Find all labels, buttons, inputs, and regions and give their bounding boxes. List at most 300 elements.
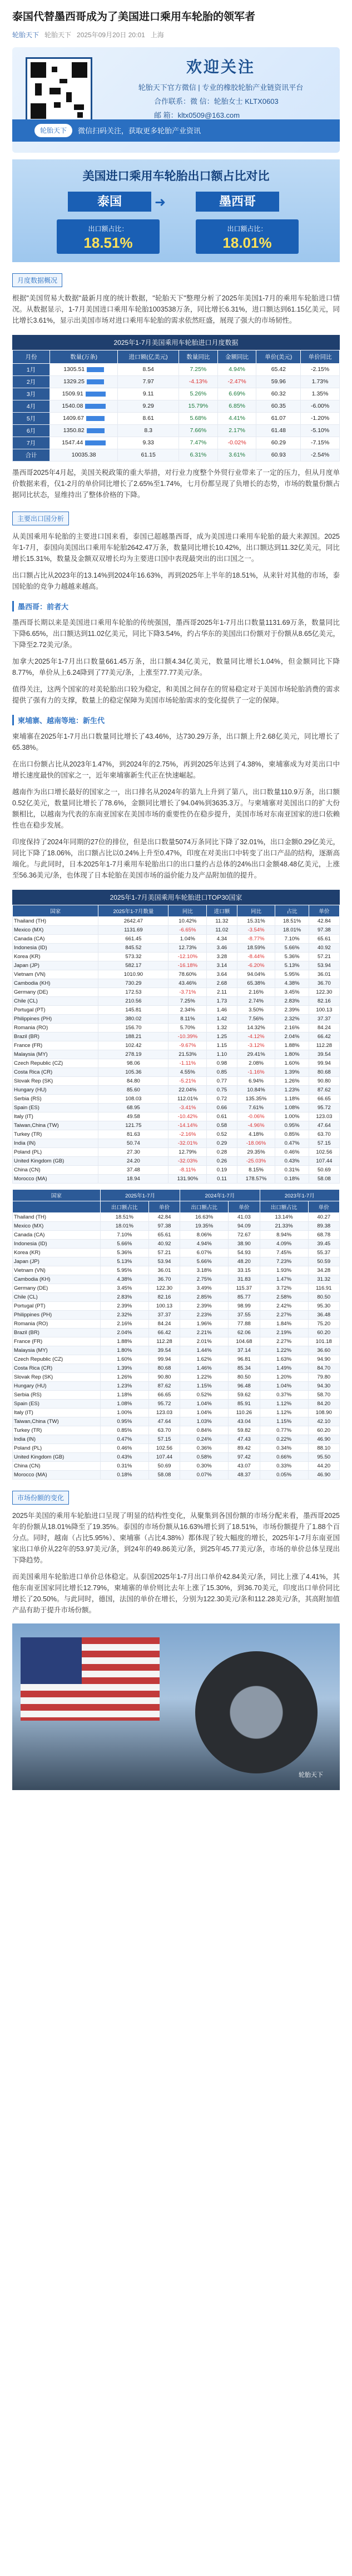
table-cell: -25.03% [237,1156,275,1165]
table-cell: 10.84% [237,1085,275,1094]
table-cell: 1.18% [275,1094,309,1103]
table-cell-value: 3月 [26,390,36,398]
table-row [13,1381,340,1390]
table-cell: 14.32% [237,1023,275,1032]
table-row [13,388,340,400]
table-cell: Korea (KR) [13,952,98,961]
table-cell: Morocco (MA) [13,1174,98,1183]
table-cell: 4.55% [168,1068,207,1076]
table-cell: 63.70 [148,1426,180,1435]
table-cell: Vietnam (VN) [13,1266,101,1275]
table-cell-value: 61.07 [271,415,286,422]
table-cell [256,424,301,437]
table-cell: 112.28 [148,1337,180,1346]
table-cell: 11.02 [207,925,237,934]
table-row [13,1364,340,1372]
table-cell [217,400,256,412]
table-cell [179,400,217,412]
table-cell: 65.61 [148,1230,180,1239]
table-cell: Vietnam (VN) [13,970,98,979]
table-cell-value: 4.94% [229,366,245,373]
table-cell: 108.03 [98,1094,168,1103]
table-cell: 0.18% [275,1174,309,1183]
table-cell: Serbia (RS) [13,1390,101,1399]
article-meta [12,30,340,39]
table-cell: 4.09% [260,1239,308,1248]
table-cell-value: 60.35 [271,403,286,410]
table-cell: 46.90 [308,1435,339,1444]
table-cell: -0.06% [237,1112,275,1121]
table-cell: 1.39% [100,1364,148,1372]
table-cell [301,375,340,388]
table-cell: 94.09 [229,1221,260,1230]
table-cell: 0.24% [180,1435,229,1444]
table-cell: 47.64 [309,1121,339,1130]
table-cell: 4.38% [100,1275,148,1284]
table-cell-value: 1509.91 [62,390,83,398]
table-cell: 3.45% [100,1284,148,1292]
table-cell: 44.20 [308,1461,339,1470]
flag-and-tire-photo [12,1623,340,1790]
table-cell: China (CN) [13,1165,98,1174]
table-cell: 0.46% [100,1444,148,1452]
account-name-link[interactable]: 轮胎天下 [12,31,39,39]
table-cell: 5.66% [180,1257,229,1266]
table-cell: 0.66 [207,1103,237,1112]
table-cell: 29.41% [237,1050,275,1059]
table-cell-value: 1540.08 [62,403,83,410]
table-cell: Poland (PL) [13,1147,98,1156]
table-cell [118,424,179,437]
promo-tagline: 轮胎天下官方微信 | 专业的橡胶轮胎产业链资讯平台 [138,83,304,92]
table-cell: 80.50 [308,1292,339,1301]
table-cell [301,424,340,437]
table-subheader-cell [13,1201,101,1212]
table-cell [50,437,118,449]
table-cell: 37.55 [229,1310,260,1319]
table-cell [217,375,256,388]
table-cell: 12.79% [168,1147,207,1156]
table-cell: -8.44% [237,952,275,961]
table-cell: Korea (KR) [13,1248,101,1257]
table-cell: Czech Republic (CZ) [13,1355,101,1364]
table-cell: 112.28 [309,1041,339,1050]
table-cell-value: -1.20% [310,415,330,422]
table-cell: 6.94% [237,1076,275,1085]
table-row [13,996,340,1005]
table-cell: -6.65% [168,925,207,934]
table-cell: 21.33% [260,1221,308,1230]
table-cell-value: 1.73% [311,378,329,385]
table-cell [50,412,118,424]
table-cell: 2.11 [207,988,237,996]
table-cell: 4.38% [275,979,309,988]
table-cell: 1.04% [260,1381,308,1390]
table-cell: 66.42 [309,1032,339,1041]
table-cell: 1.22% [260,1346,308,1355]
table-cell: 18.01% [275,925,309,934]
table-header-cell: 2023年1-7月 [260,1189,339,1201]
table-cell: 6.07% [180,1248,229,1257]
table-cell: 85.34 [229,1364,260,1372]
table-cell [301,363,340,375]
table-row [13,916,340,925]
table-cell: 107.44 [309,1156,339,1165]
table-cell: 0.19 [207,1165,237,1174]
top30-country-table [12,905,340,1184]
table-row [13,1417,340,1426]
table-cell: 2.74% [237,996,275,1005]
table-cell [301,437,340,449]
table-cell: Turkey (TR) [13,1130,98,1139]
table-cell: 37.14 [229,1346,260,1355]
table-cell-value: 4月 [26,403,36,410]
table-row [13,400,340,412]
table-cell [217,388,256,400]
table-cell: 5.13% [100,1257,148,1266]
table-row [13,979,340,988]
table-cell: 1.42 [207,1014,237,1023]
table-cell: 131.90% [168,1174,207,1183]
paragraph: 值得关注，这两个国家的对美轮胎出口较为稳定，和美国之间存在的贸易稳定对于美国市场轮胎消费的需求提供了强有力的支撑，数量上的稳定保障为美国市场轮胎需求的变化提供了一定的保障。 [12,685,340,704]
table-cell: 1.32 [207,1023,237,1032]
table-cell: 63.70 [309,1130,339,1139]
table-cell [118,375,179,388]
table-row [13,424,340,437]
table-row [13,1032,340,1041]
table-cell: -1.16% [237,1068,275,1076]
table-cell: 2.16% [237,988,275,996]
table-cell: 5.66% [275,943,309,952]
table-cell: 1.23% [275,1085,309,1094]
table-cell: 0.98 [207,1059,237,1068]
table-cell: 2642.47 [98,916,168,925]
table-cell: Mexico (MX) [13,925,98,934]
share-price-comparison-table [12,1189,340,1480]
table-cell: 40.92 [148,1239,180,1248]
table-header-cell: 2024年1-7月 [180,1189,260,1201]
table-cell: 5.66% [100,1239,148,1248]
table-cell: 1.47% [260,1275,308,1284]
table-cell-value: 7.97 [142,378,154,385]
table-cell: 116.91 [308,1284,339,1292]
table-cell: 19.35% [180,1221,229,1230]
table-cell: 40.27 [308,1212,339,1221]
table-cell: 105.36 [98,1068,168,1076]
table-cell: 5.95% [275,970,309,979]
table-cell: 49.58 [98,1112,168,1121]
table-cell: 84.20 [308,1399,339,1408]
qr-code-icon[interactable] [26,57,92,124]
banner-stat-value: 18.01% [222,234,272,251]
table-cell: Portugal (PT) [13,1301,101,1310]
promo-text-block [110,55,332,120]
table-row [13,1435,340,1444]
table-cell-value: -6.00% [310,403,330,410]
table-row [13,1461,340,1470]
table-row [13,1452,340,1461]
table-cell: 2.39% [100,1301,148,1310]
table-cell: 48.37 [229,1470,260,1479]
table-cell: 121.75 [98,1121,168,1130]
table-cell: 66.42 [148,1328,180,1337]
table-cell-value: 1月 [26,366,36,373]
table-cell: 57.21 [309,952,339,961]
table-row [13,952,340,961]
table-cell: 102.56 [148,1444,180,1452]
table-cell: 0.52% [180,1390,229,1399]
table-cell: 3.64 [207,970,237,979]
table-cell: 85.91 [229,1399,260,1408]
table-row [13,1310,340,1319]
table-cell: 178.57% [237,1174,275,1183]
table-cell [13,363,50,375]
table-row [13,449,340,461]
table-cell [118,449,179,461]
table-cell: 97.38 [309,925,339,934]
table-cell-value: 1409.67 [62,415,84,422]
table-cell: 60.20 [308,1426,339,1435]
table-cell [256,449,301,461]
table-row [13,1156,340,1165]
table-cell: 50.59 [308,1257,339,1266]
table-row [13,437,340,449]
table-cell: 2.83% [100,1292,148,1301]
banner-title: 美国进口乘用车轮胎出口额占比对比 [82,169,270,183]
table-cell: -16.18% [168,961,207,970]
table-cell: Costa Rica (CR) [13,1068,98,1076]
table-subheader-cell: 单价 [229,1201,260,1212]
table-cell [301,388,340,400]
table-subheader-cell: 出口额占比 [260,1201,308,1212]
table-cell: 1.49% [260,1364,308,1372]
table-cell: 2.34% [168,1005,207,1014]
table-cell: 2.39% [180,1301,229,1310]
table-cell: 2.04% [275,1032,309,1041]
table-cell: 7.10% [275,934,309,943]
promo-follow-bar[interactable] [12,119,340,142]
table-cell: 380.02 [98,1014,168,1023]
table-cell [217,363,256,375]
table-cell: Canada (CA) [13,1230,101,1239]
subheading-mexico: 墨西哥：前者大 [12,601,340,612]
table-cell [118,400,179,412]
table-cell-value: 7.47% [190,439,207,447]
banner-country-mexico: 墨西哥 [196,192,279,212]
table-cell: Slovak Rep (SK) [13,1076,98,1085]
table-cell: 21.53% [168,1050,207,1059]
table-cell: 2.32% [275,1014,309,1023]
table-row [13,1257,340,1266]
table-cell: 2.75% [180,1275,229,1284]
table-cell: 8.94% [260,1230,308,1239]
table-cell: 7.61% [237,1103,275,1112]
table-cell: -3.54% [237,925,275,934]
table-cell-value: 10035.38 [71,452,96,459]
table-cell: 8.11% [168,1014,207,1023]
table-cell: 2.42% [260,1301,308,1310]
table-cell: 99.94 [148,1355,180,1364]
table-cell: 54.93 [229,1248,260,1257]
table-cell: Morocco (MA) [13,1470,101,1479]
table-row [13,1014,340,1023]
table-cell: 1.04% [168,934,207,943]
table-cell: 1.80% [275,1050,309,1059]
table-cell: Serbia (RS) [13,1094,98,1103]
table-cell: France (FR) [13,1337,101,1346]
table-cell: 99.94 [309,1059,339,1068]
table-cell: 90.80 [148,1372,180,1381]
promo-email-contact: 邮 箱：kltx0509@163.com [154,111,240,119]
table-row [13,1221,340,1230]
table-cell: 102.56 [309,1147,339,1156]
table-cell: 95.72 [309,1103,339,1112]
table-cell: Czech Republic (CZ) [13,1059,98,1068]
table-cell: 1.23% [100,1381,148,1390]
paragraph: 而美国乘用车轮胎进口单价总体稳定。从泰国2025年1-7月出口单价42.84美元/条，同比上涨了4.41%，其他东南亚国家同比增长12.79%，柬埔寨的单价则比去年上涨了15.30%，到36.70美元，印度出口单价同比增长了20.50%。与此同时，德国，法国的单价在增长，分别为122.30美元/条和112.28美元/条，其高附加值产品有助于提升市场份额。 [12,1572,340,1614]
table-cell: 36.01 [148,1266,180,1275]
table-cell: 0.33% [260,1461,308,1470]
table-cell: 8.15% [237,1165,275,1174]
table-cell-value: 7.66% [190,427,207,434]
table-cell: 85.77 [229,1292,260,1301]
quantity-bar [87,367,104,372]
table-cell: 3.46 [207,943,237,952]
table-row [13,1248,340,1257]
banner-stat-value: 18.51% [83,234,133,251]
table-row [13,412,340,424]
table-cell: 12.73% [168,943,207,952]
table-cell: Philippines (PH) [13,1014,98,1023]
table-cell: 1.10 [207,1050,237,1059]
table-cell: 1.00% [100,1408,148,1417]
quantity-bar [85,440,106,445]
table-row [13,1337,340,1346]
table-cell: 38.90 [229,1239,260,1248]
table-cell: Mexico (MX) [13,1221,101,1230]
table-cell: 2.32% [100,1310,148,1319]
arrow-right-icon: ➜ [155,194,166,210]
table-row [13,1130,340,1139]
table-cell [256,412,301,424]
table-cell-value: 合计 [25,452,37,459]
table-cell: 42.84 [309,916,339,925]
table-cell: 156.70 [98,1023,168,1032]
banner-stat-thailand [57,219,160,254]
table-cell [256,437,301,449]
table-row [13,1426,340,1435]
table-cell: 0.36% [180,1444,229,1452]
table-cell: 53.94 [148,1257,180,1266]
table-cell: 1.88% [100,1337,148,1346]
table-row [13,934,340,943]
table-cell: 0.58 [207,1121,237,1130]
table-cell: Chile (CL) [13,1292,101,1301]
table-cell-value: 1547.44 [62,439,83,447]
table-cell-value: 1305.51 [63,366,85,373]
table-cell: 4.18% [237,1130,275,1139]
table-cell [301,400,340,412]
table-cell: 4.34 [207,934,237,943]
table-cell-value: 9.33 [142,439,154,447]
table-cell: 18.01% [100,1221,148,1230]
table-cell-value: 60.32 [271,390,286,398]
table-row [13,1103,340,1112]
table-cell-value: 7月 [26,439,36,447]
table-row [13,988,340,996]
table-cell: 84.24 [309,1023,339,1032]
table-cell: 37.48 [98,1165,168,1174]
table-cell: Hungary (HU) [13,1085,98,1094]
table-cell: 2.83% [275,996,309,1005]
table-cell: 46.90 [308,1470,339,1479]
table-row [13,925,340,934]
publish-location: 上海 [150,31,164,39]
table-cell: 0.11 [207,1174,237,1183]
us-flag-image [21,1637,160,1721]
table-cell: 98.99 [229,1301,260,1310]
table-cell: 2.01% [180,1337,229,1346]
table-cell: 7.25% [168,996,207,1005]
table-row [13,1212,340,1221]
table-header-cell: 月份 [13,350,50,363]
table-cell: 34.28 [308,1266,339,1275]
table-cell: 123.03 [309,1112,339,1121]
table-row [13,1139,340,1147]
table-subheader-cell: 出口额占比 [100,1201,148,1212]
table-cell: 115.37 [229,1284,260,1292]
table-cell: 13.14% [260,1212,308,1221]
table-cell: 1.15% [180,1381,229,1390]
table-cell: 0.18% [100,1470,148,1479]
table-cell: 0.31% [275,1165,309,1174]
table-header-cell: 国家 [13,905,98,916]
quantity-bar [86,392,106,397]
table-cell-value: -4.13% [189,378,207,385]
table-cell: 43.04 [229,1417,260,1426]
table-cell: 1.03% [180,1417,229,1426]
table-cell: Thailand (TH) [13,1212,101,1221]
table-row [13,1059,340,1068]
table-cell: 3.72% [260,1284,308,1292]
table-row [13,1346,340,1355]
paragraph: 墨西哥2025年4月起，美国关税政策的重大举措，对行业力度整个外贸行业带来了一定的压力，但从月度单价数据来看，仅1-2月的单价同比增长了2.65%至1.74%，七月份都呈现了负增长的态势，市场的数量份额占据同比状态，显维持出了整体价格的下降。 [12,468,340,499]
table-cell: 1.00% [275,1112,309,1121]
table-cell: 95.50 [308,1452,339,1461]
paragraph: 2025年美国的乘用车轮胎进口呈现了明显的结构性变化，从聚集到各国份额的市场分配来看，墨西哥2025年的份额从18.01%降至了19.35%。泰国的市场份额从16.63%增长到了18.51%，市场份额提升了1.88个百分点。同时，越南（占比5.95%）、柬埔寨（占比4.38%）都体现了较大幅度的增长，2025年1-7月东南亚国家出口单价从22年的53.97美元/条，到24年的49.86美元/条，到25年45.77美元/条，市场的单价总体呈现出下降趋势。 [12,1511,340,1564]
table-row [13,1275,340,1284]
table-cell: 31.32 [308,1275,339,1284]
table-cell: 88.10 [308,1444,339,1452]
table-cell: 42.10 [308,1417,339,1426]
table-row [13,1050,340,1059]
table-cell: 68.78 [308,1230,339,1239]
table-cell [179,388,217,400]
table-cell: 53.94 [309,961,339,970]
paragraph: 在出口份额占比从2023年1.47%，到2024年的2.75%，再到2025年达到了4.38%，柬埔寨成为对美出口中增长速度最快的国家之一，近年柬埔寨新生代正在快速崛起。 [12,760,340,779]
paragraph: 柬埔寨在2025年1-7月出口数量同比增长了43.46%，达730.29万条，出口额上升2.68亿美元，同比增长了65.38%。 [12,732,340,751]
table-cell: 172.53 [98,988,168,996]
table-cell: 2.04% [100,1328,148,1337]
table-cell: United Kingdom (GB) [13,1156,98,1165]
table-cell: Italy (IT) [13,1112,98,1121]
article-title: 泰国代替墨西哥成为了美国进口乘用车轮胎的领军者 [12,11,256,23]
table-cell: 582.17 [98,961,168,970]
table-row [13,1165,340,1174]
table-cell: 0.77 [207,1076,237,1085]
table-cell-value: 5.26% [190,390,207,398]
table-cell: 3.50% [237,1005,275,1014]
